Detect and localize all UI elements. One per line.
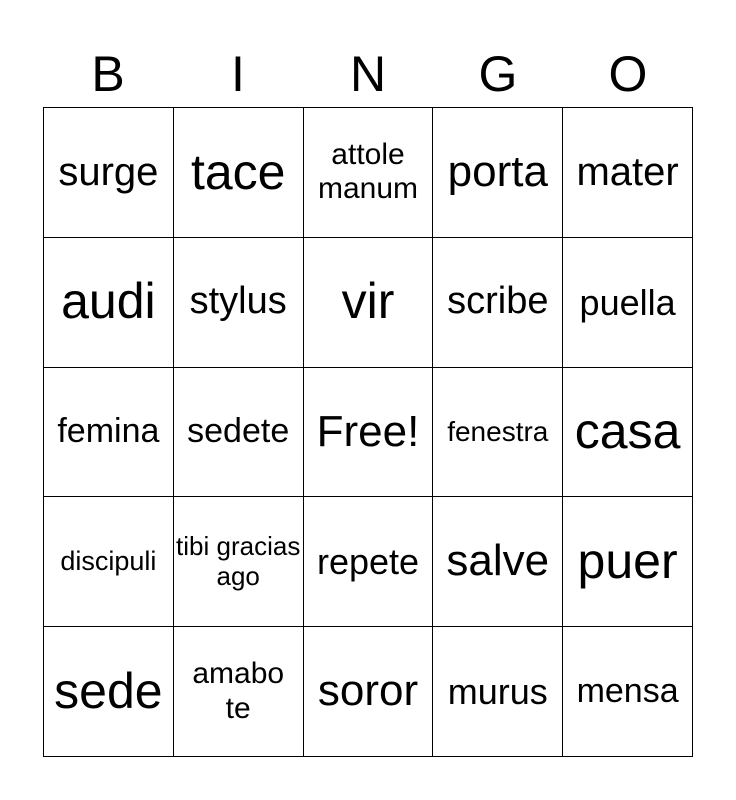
bingo-cell[interactable]: sedete: [174, 368, 304, 498]
bingo-cell[interactable]: attole manum: [304, 108, 434, 238]
header-letter-n: N: [349, 46, 387, 102]
bingo-cell[interactable]: Free!: [304, 368, 434, 498]
bingo-cell[interactable]: stylus: [174, 238, 304, 368]
bingo-board: [43, 107, 693, 757]
bingo-cell[interactable]: porta: [433, 108, 563, 238]
bingo-header: [43, 40, 693, 108]
bingo-cell[interactable]: mater: [563, 108, 693, 238]
bingo-cell[interactable]: casa: [563, 368, 693, 498]
bingo-cell[interactable]: murus: [433, 627, 563, 757]
bingo-cell[interactable]: soror: [304, 627, 434, 757]
bingo-cell[interactable]: vir: [304, 238, 434, 368]
bingo-cell[interactable]: discipuli: [44, 497, 174, 627]
bingo-cell[interactable]: repete: [304, 497, 434, 627]
header-letter-b: B: [91, 46, 125, 102]
bingo-cell[interactable]: puella: [563, 238, 693, 368]
bingo-cell[interactable]: salve: [433, 497, 563, 627]
bingo-cell[interactable]: scribe: [433, 238, 563, 368]
bingo-cell[interactable]: fenestra: [433, 368, 563, 498]
bingo-cell[interactable]: mensa: [563, 627, 693, 757]
bingo-cell[interactable]: audi: [44, 238, 174, 368]
header-letter-o: O: [608, 46, 648, 102]
bingo-cell[interactable]: surge: [44, 108, 174, 238]
bingo-cell[interactable]: puer: [563, 497, 693, 627]
bingo-cell[interactable]: tace: [174, 108, 304, 238]
header-letter-i: I: [231, 46, 245, 102]
bingo-cell[interactable]: amabo te: [174, 627, 304, 757]
bingo-cell[interactable]: femina: [44, 368, 174, 498]
bingo-cell[interactable]: tibi gracias ago: [174, 497, 304, 627]
header-letter-g: G: [478, 46, 518, 102]
bingo-cell[interactable]: sede: [44, 627, 174, 757]
